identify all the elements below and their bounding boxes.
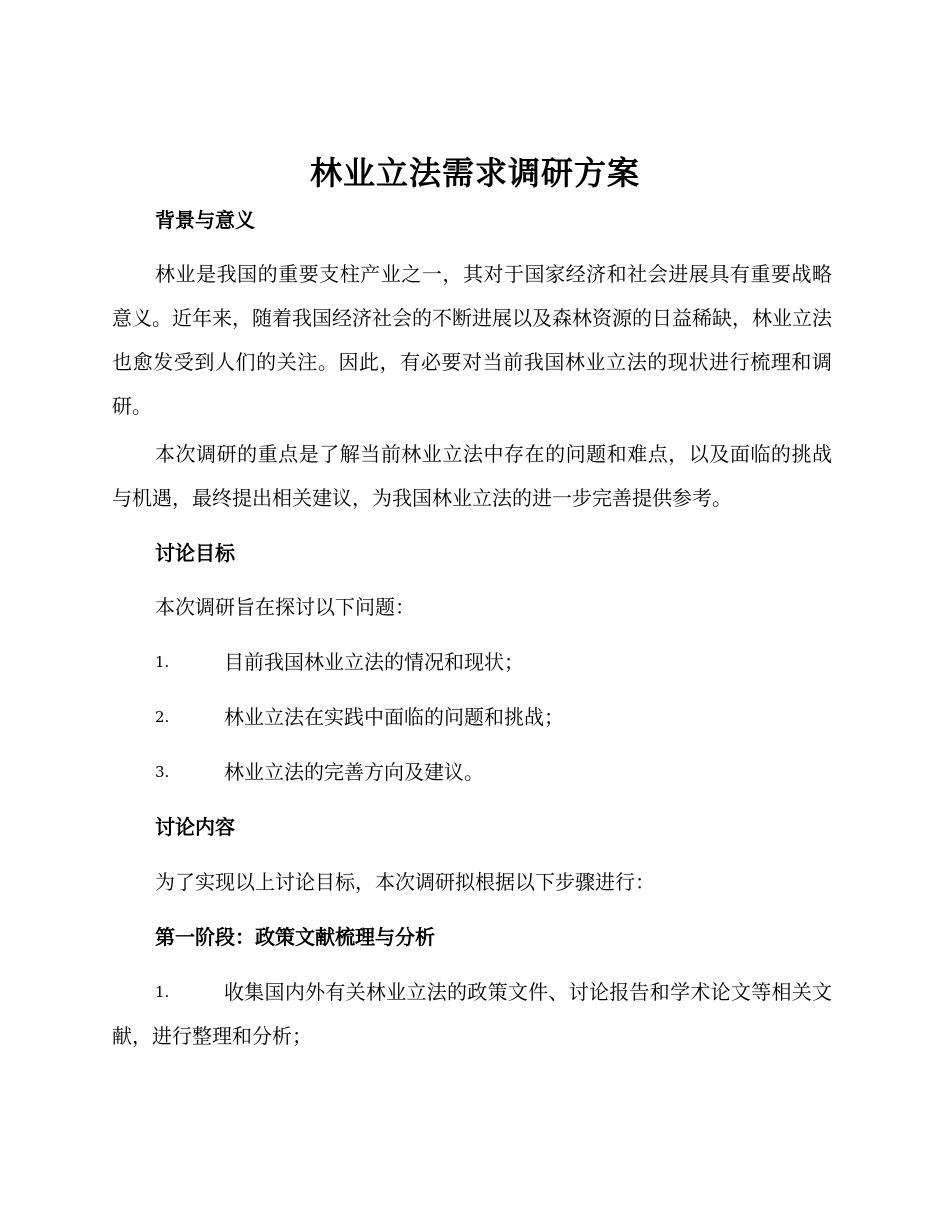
list-text: 林业立法的完善方向及建议。 [224, 760, 484, 784]
list-number: 3. [155, 763, 170, 781]
section-heading-background: 背景与意义 [155, 208, 255, 232]
phase-heading-1: 第一阶段：政策文献梳理与分析 [155, 925, 435, 949]
content-intro: 为了实现以上讨论目标，本次调研拟根据以下步骤进行： [155, 870, 655, 894]
goals-list-item [112, 750, 832, 794]
section-heading-content: 讨论内容 [155, 815, 235, 839]
document-title: 林业立法需求调研方案 [309, 154, 640, 192]
goals-list-item [112, 695, 832, 739]
goals-list-item [112, 640, 832, 684]
list-text: 收集国内外有关林业立法的政策文件、讨论报告和学术论文等相关文献，进行整理和分析； [112, 980, 832, 1048]
paragraph-background-2: 本次调研的重点是了解当前林业立法中存在的问题和难点，以及面临的挑战与机遇，最终提出相关建议，为我国林业立法的进一步完善提供参考。 [112, 442, 832, 510]
phase1-list-item [112, 970, 832, 1058]
paragraph-background-1: 林业是我国的重要支柱产业之一，其对于国家经济和社会进展具有重要战略意义。近年来，随着我国经济社会的不断进展以及森林资源的日益稀缺，林业立法也愈发受到人们的关注。因此，有必要对当前我国林业立法的现状进行梳理和调研。 [112, 262, 832, 418]
list-text: 目前我国林业立法的情况和现状； [224, 650, 524, 674]
list-number: 1. [155, 983, 170, 1001]
list-number: 1. [155, 653, 170, 671]
section-heading-goals: 讨论目标 [155, 541, 235, 565]
goals-intro: 本次调研旨在探讨以下问题： [155, 595, 415, 619]
list-text: 林业立法在实践中面临的问题和挑战； [224, 705, 564, 729]
list-number: 2. [155, 708, 170, 726]
